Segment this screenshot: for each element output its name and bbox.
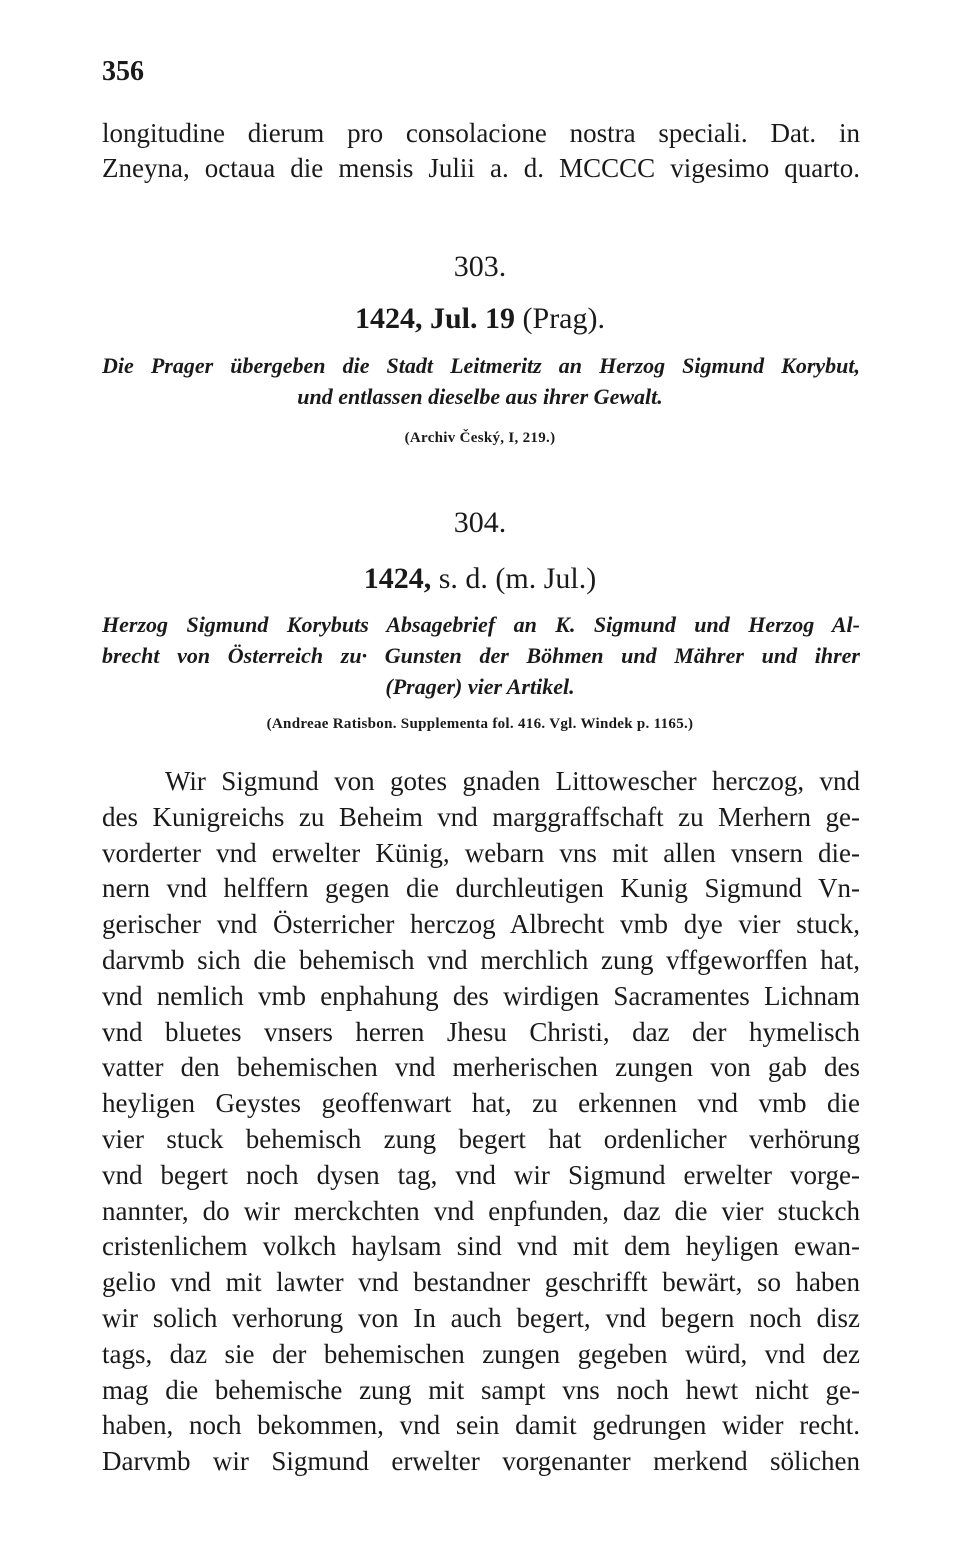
body-line: vnd nemlich vmb enphahung des wirdigen Sacramentes Lichnam bbox=[102, 981, 860, 1011]
body-line: vnd bluetes vnsers herren Jhesu Christi, daz der hymelisch bbox=[102, 1017, 860, 1047]
body-line: cristenlichem volkch haylsam sind vnd mit dem heyligen ewan- bbox=[102, 1231, 860, 1261]
body-line: heyligen Geystes geoffenwart hat, zu erkennen vnd vmb die bbox=[102, 1088, 860, 1118]
document-number: 303. bbox=[453, 250, 507, 283]
document-date bbox=[0, 302, 960, 336]
summary-line: Herzog Sigmund Korybuts Absagebrief an K. Sigmund und Herzog Al- bbox=[102, 612, 860, 637]
summary-line: und entlassen dieselbe aus ihrer Gewalt. bbox=[297, 384, 663, 409]
body-line: mag die behemische zung mit sampt vns noch hewt nicht ge- bbox=[102, 1375, 860, 1405]
summary-line: Die Prager übergeben die Stadt Leitmeritz an Herzog Sigmund Korybut, bbox=[102, 353, 860, 378]
body-line: darvmb sich die behemisch vnd merchlich zung vffgeworffen hat, bbox=[102, 945, 860, 975]
date-place: (Prag). bbox=[522, 302, 605, 335]
body-line: gerischer vnd Österricher herczog Albrecht vmb dye vier stuck, bbox=[102, 909, 860, 939]
body-line: nern vnd helffern gegen die durchleutigen Kunig Sigmund Vn- bbox=[102, 873, 860, 903]
body-line: vier stuck behemisch zung begert hat ordenlicher verhörung bbox=[102, 1124, 860, 1154]
document-date bbox=[0, 562, 960, 596]
date-bold: 1424, bbox=[363, 562, 432, 595]
body-line: wir solich verhorung von In auch begert, vnd begern noch disz bbox=[102, 1303, 860, 1333]
body-line: tags, daz sie der behemischen zungen gegeben würd, vnd dez bbox=[102, 1339, 860, 1369]
body-line: Darvmb wir Sigmund erwelter vorgenanter merkend sölichen bbox=[102, 1446, 860, 1476]
body-line: haben, noch bekommen, vnd sein damit gedrungen wider recht. bbox=[102, 1410, 860, 1440]
summary-line: brecht von Österreich zu· Gunsten der Böhmen und Mährer und ihrer bbox=[102, 643, 860, 668]
date-place: s. d. (m. Jul.) bbox=[438, 562, 597, 595]
body-line: vorderter vnd erwelter Künig, webarn vns mit allen vnsern die- bbox=[102, 838, 860, 868]
body-line: des Kunigreichs zu Beheim vnd marggraffschaft zu Merhern ge- bbox=[102, 802, 860, 832]
body-line: nannter, do wir merckchten vnd enpfunden, daz die vier stuckch bbox=[102, 1196, 860, 1226]
body-line: Wir Sigmund von gotes gnaden Littowescher herczog, vnd bbox=[165, 766, 860, 796]
body-line: vatter den behemischen vnd merherischen zungen von gab des bbox=[102, 1052, 860, 1082]
date-bold: 1424, Jul. 19 bbox=[354, 302, 516, 335]
summary-line: (Prager) vier Artikel. bbox=[385, 674, 575, 699]
source-reference: (Archiv Český, I, 219.) bbox=[404, 430, 556, 446]
page-number: 356 bbox=[102, 56, 144, 87]
document-number: 304. bbox=[453, 506, 507, 539]
source-reference: (Andreae Ratisbon. Supplementa fol. 416. Vgl. Windek p. 1165.) bbox=[266, 716, 694, 732]
text-line: Zneyna, octaua die mensis Julii a. d. MCCCC vigesimo quarto. bbox=[102, 153, 860, 183]
body-line: gelio vnd mit lawter vnd bestandner geschrifft bewärt, so haben bbox=[102, 1267, 860, 1297]
body-line: vnd begert noch dysen tag, vnd wir Sigmund erwelter vorge- bbox=[102, 1160, 860, 1190]
text-line: longitudine dierum pro consolacione nostra speciali. Dat. in bbox=[102, 118, 860, 148]
